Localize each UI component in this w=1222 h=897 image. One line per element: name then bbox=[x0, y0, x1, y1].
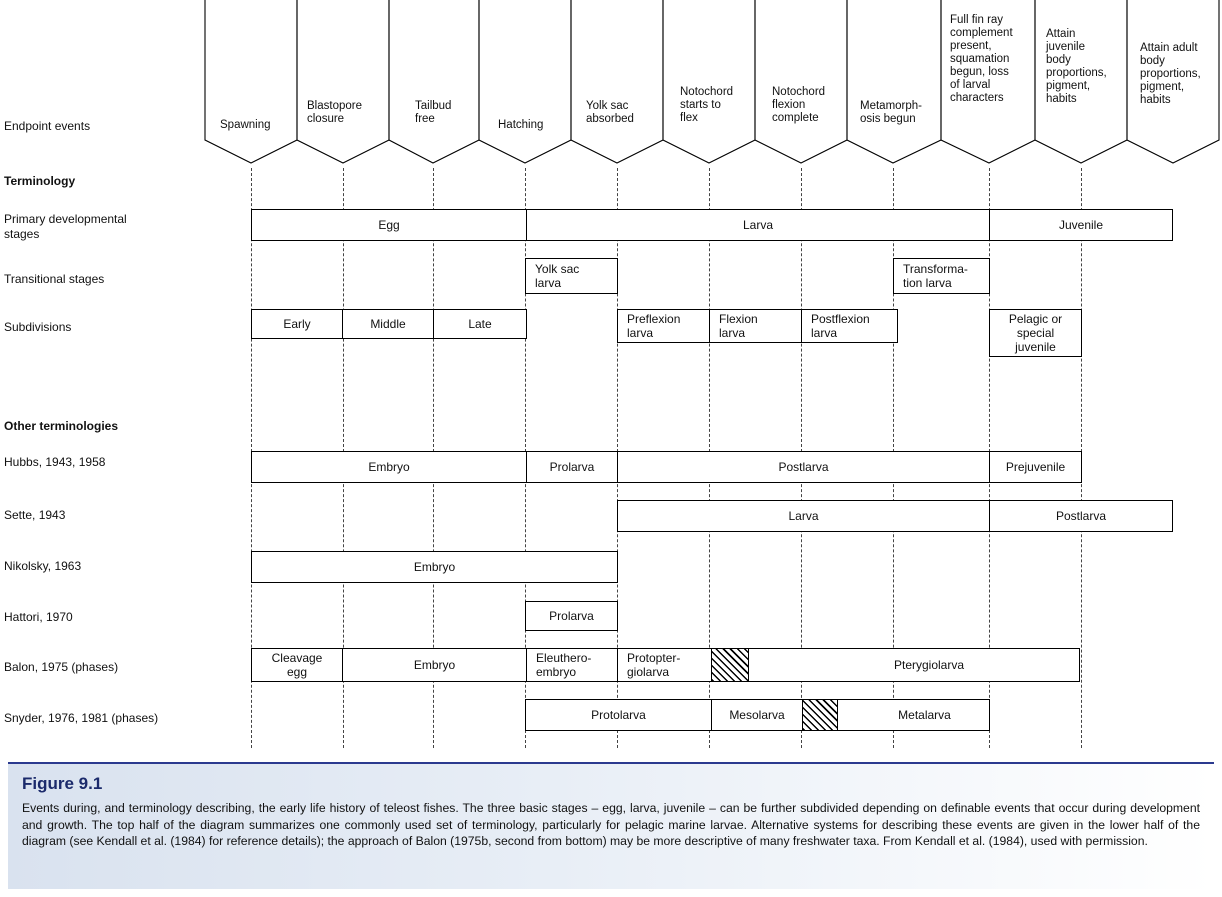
axis-title: Endpoint events bbox=[4, 119, 91, 133]
bar-subdivision-preflexion-larva: Preflexion larva bbox=[617, 309, 710, 343]
endpoint-ribbon bbox=[0, 0, 1222, 170]
row-label-sette: Sette, 1943 bbox=[4, 508, 66, 522]
bar-balon-pterygiolarva: Pterygiolarva bbox=[711, 648, 1080, 682]
row-label-nikolsky: Nikolsky, 1963 bbox=[4, 559, 82, 573]
bar-subdivision-late: Late bbox=[433, 309, 527, 339]
bar-snyder-mesolarva: Mesolarva bbox=[711, 699, 803, 731]
bar-balon-eleuthero-embryo: Eleuthero- embryo bbox=[526, 648, 618, 682]
bar-balon-embryo: Embryo bbox=[342, 648, 527, 682]
bar-subdivision-flexion-larva: Flexion larva bbox=[709, 309, 802, 343]
endpoint-label-notochord-flexion-complete: Notochord flexion complete bbox=[772, 86, 826, 124]
bar-balon-cleavage-egg: Cleavage egg bbox=[251, 648, 343, 682]
figure-caption-text: Events during, and terminology describing, the early life history of teleost fishes. The three basic stages – egg, larva, juvenile – can be further subdivided depending on definable events that occur during development and growth. The top half of the diagram summarizes one commonly used set of terminology, particularly for pelagic marine larvae. Alternative systems for describing these events are given in the lower half of the diagram (see Kendall et al. (1984) for reference details); the approach of Balon (1975b, second from bottom) may be more descriptive of many freshwater taxa. From Kendall et al. (1984), used with permission. bbox=[22, 801, 1200, 848]
section-terminology: Terminology bbox=[4, 174, 76, 188]
figure-number: Figure 9.1 bbox=[22, 774, 103, 793]
row-label-subdivisions: Subdivisions bbox=[4, 320, 72, 334]
endpoint-label-notochord-starts-to-flex: Notochord starts to flex bbox=[680, 86, 734, 124]
endpoint-label-tailbud-free: Tailbud free bbox=[415, 100, 452, 125]
bar-subdivision-middle: Middle bbox=[342, 309, 434, 339]
endpoint-label-metamorphosis-begun: Metamorph- osis begun bbox=[860, 100, 922, 125]
bar-subdivision-postflexion-larva: Postflexion larva bbox=[801, 309, 898, 343]
endpoint-label-full-fin-ray-complement: Full fin ray complement present, squamation begun, loss of larval characters bbox=[950, 14, 1013, 104]
bar-subdivision-early: Early bbox=[251, 309, 343, 339]
endpoint-label-attain-juvenile-body: Attain juvenile body proportions, pigment, habits bbox=[1046, 28, 1107, 105]
row-label-balon: Balon, 1975 (phases) bbox=[4, 660, 119, 674]
bar-primary-larva: Larva bbox=[526, 209, 990, 241]
bar-transitional-yolk-sac-larva: Yolk sac larva bbox=[525, 258, 618, 294]
bar-hubbs-embryo: Embryo bbox=[251, 451, 527, 483]
row-label-snyder: Snyder, 1976, 1981 (phases) bbox=[4, 711, 159, 725]
bar-snyder-transition-hatch bbox=[802, 699, 838, 731]
bar-subdivision-pelagic-special-juvenile: Pelagic or special juvenile bbox=[989, 309, 1082, 357]
endpoint-label-yolk-sac-absorbed: Yolk sac absorbed bbox=[586, 100, 634, 125]
bar-snyder-protolarva: Protolarva bbox=[525, 699, 712, 731]
bar-balon-protopterygiolarva: Protopter- giolarva bbox=[617, 648, 712, 682]
figure-caption bbox=[8, 762, 1214, 889]
row-label-hubbs: Hubbs, 1943, 1958 bbox=[4, 455, 106, 469]
bar-hattori-prolarva: Prolarva bbox=[525, 601, 618, 631]
row-label-hattori: Hattori, 1970 bbox=[4, 610, 73, 624]
bar-nikolsky-embryo: Embryo bbox=[251, 551, 618, 583]
bar-transitional-transformation-larva: Transforma- tion larva bbox=[893, 258, 990, 294]
row-label-transitional-stages: Transitional stages bbox=[4, 272, 105, 286]
bar-hubbs-prejuvenile: Prejuvenile bbox=[989, 451, 1082, 483]
bar-balon-transition-hatch bbox=[711, 648, 749, 682]
bar-primary-egg: Egg bbox=[251, 209, 527, 241]
bar-hubbs-postlarva: Postlarva bbox=[617, 451, 990, 483]
section-other-terminologies: Other terminologies bbox=[4, 419, 119, 433]
endpoint-label-hatching: Hatching bbox=[498, 119, 544, 131]
endpoint-label-attain-adult-body: Attain adult body proportions, pigment, habits bbox=[1140, 42, 1201, 106]
bar-sette-larva: Larva bbox=[617, 500, 990, 532]
endpoint-label-spawning: Spawning bbox=[220, 119, 271, 131]
bar-primary-juvenile: Juvenile bbox=[989, 209, 1173, 241]
endpoint-label-blastopore-closure: Blastopore closure bbox=[307, 100, 362, 125]
bar-sette-postlarva: Postlarva bbox=[989, 500, 1173, 532]
row-label-primary-developmental-stages: Primary developmental stages bbox=[4, 212, 127, 241]
bar-snyder-metalarva: Metalarva bbox=[802, 699, 990, 731]
bar-hubbs-prolarva: Prolarva bbox=[526, 451, 618, 483]
